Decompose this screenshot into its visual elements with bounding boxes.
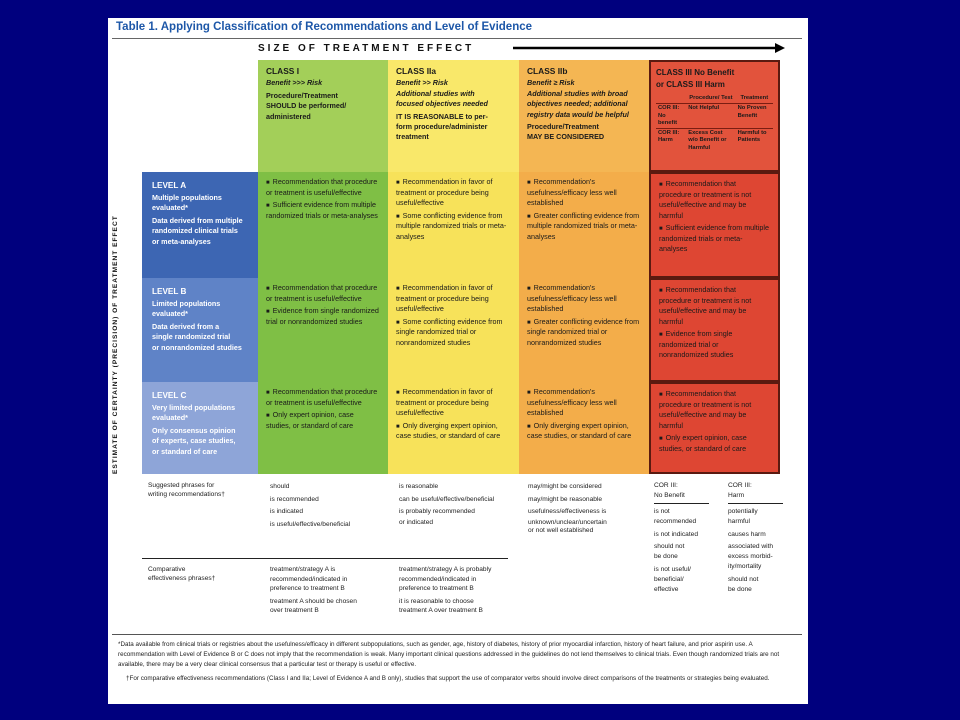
comparative-class-2a <box>399 565 519 616</box>
phrase-head: Harm <box>728 491 745 499</box>
phrase: is useful/effective/beneficial <box>270 520 351 528</box>
cell-bullet: ■ Recommendation's usefulness/efficacy less well established <box>527 177 641 209</box>
class-3-title-harm: or CLASS III Harm <box>656 79 725 89</box>
level-b-line: single randomized trial <box>152 332 231 342</box>
class-3-cell: Not Helpful <box>686 104 735 129</box>
class-2b-line: MAY BE CONSIDERED <box>527 132 605 142</box>
phrase: harmful <box>728 517 750 525</box>
footnote-1: *Data available from clinical trials or registries about the usefulness/efficacy in different subpopulations, such as gender, age, history of diabetes, history of prior myocardial infarction, history of heart failure, and prior aspirin use. A recommendation with Level of Evidence B or C does not imply that the recommendation is weak. Many important clinical questions addressed in the guidelines do not lend themselves to clinical trials. Even though randomized trials are not available, there may be a very clear clinical consensus that a particular test or therapy is useful or effective. <box>118 641 780 668</box>
phrase: potentially <box>728 507 758 515</box>
cell-c-class-2b <box>519 382 649 474</box>
comparative-label <box>148 565 258 583</box>
phrase: is probably recommended <box>399 508 475 516</box>
footnote-2: †For comparative effectiveness recommendations (Class I and IIa; Level of Evidence A and B only), studies that support the use of comparator verbs should involve direct comparisons of the treatments or strategies being evaluated. <box>126 675 770 682</box>
class-2a-header <box>388 60 519 172</box>
phrase: should <box>270 483 290 490</box>
comparative-phrase: it is reasonable to choose <box>399 597 474 605</box>
cell-bullet: ■ Only diverging expert opinion, case studies, or standard of care <box>396 421 511 442</box>
right-arrow-icon <box>513 42 785 54</box>
phrase: beneficial/ <box>654 576 684 584</box>
phrase: is recommended <box>270 495 319 503</box>
comparative-phrase: treatment/strategy A is probably <box>399 566 492 573</box>
class-2a-line: focused objectives needed <box>396 99 488 109</box>
cell-bullet: ■ Recommendation that procedure or treatment is not useful/effective and may be harmful <box>659 179 770 221</box>
phrases-label-line: Suggested phrases for <box>148 482 215 489</box>
cell-bullet: ■ Recommendation that procedure or treatment is useful/effective <box>266 177 380 198</box>
cell-bullet: ■ Recommendation in favor of treatment or procedure being useful/effective <box>396 177 511 209</box>
phrases-class-2b <box>528 481 648 536</box>
class-3-cell: Harmful to Patients <box>736 129 773 153</box>
class-2b-line: objectives needed; additional <box>527 99 628 109</box>
level-b-line: Limited populations <box>152 298 221 308</box>
phrase-divider <box>654 503 709 504</box>
level-a-cell <box>142 172 258 278</box>
size-axis-label: SIZE OF TREATMENT EFFECT <box>258 43 475 54</box>
phrase: unknown/unclear/uncertain <box>528 518 607 526</box>
level-c-title: LEVEL C <box>152 391 187 400</box>
class-2a-line: IT IS REASONABLE to per- <box>396 111 488 121</box>
comparative-phrase: treatment A over treatment B <box>399 607 483 615</box>
comparative-class-1 <box>270 565 390 616</box>
class-3-row-harm: COR III: Harm <box>656 129 686 153</box>
cell-bullet: ■ Only expert opinion, case studies, or standard of care <box>659 433 770 454</box>
class-2a-risk: Benefit >> Risk <box>396 78 448 88</box>
level-a-line: randomized clinical trials <box>152 226 238 236</box>
phrases-label-line: writing recommendations† <box>148 491 225 499</box>
class-3-subtable <box>656 94 773 153</box>
cell-c-class-1 <box>258 382 388 474</box>
class-2a-line: form procedure/administer <box>396 121 488 131</box>
cell-bullet: ■ Recommendation in favor of treatment or procedure being useful/effective <box>396 387 511 419</box>
level-a-title: LEVEL A <box>152 181 187 190</box>
cell-bullet: ■ Evidence from single randomized trial or nonrandomized studies <box>266 306 380 327</box>
cell-b-class-2b <box>519 278 649 382</box>
class-2a-line: Additional studies with <box>396 88 475 98</box>
class-3-row-no-benefit: COR III: No benefit <box>656 104 686 129</box>
comparative-phrase: recommended/indicated in <box>399 575 477 583</box>
certainty-axis-label: ESTIMATE OF CERTAINTY (PRECISION) OF TREATMENT EFFECT <box>112 215 119 474</box>
phrases-class-1 <box>270 481 390 531</box>
class-1-header <box>258 60 388 172</box>
level-b-line: evaluated* <box>152 309 188 319</box>
class-3-cell: No Proven Benefit <box>736 104 773 129</box>
cell-bullet: ■ Recommendation that procedure or treatment is not useful/effective and may be harmful <box>659 285 770 327</box>
cell-bullet: ■ Recommendation's usefulness/efficacy less well established <box>527 387 641 419</box>
comparative-phrase: treatment A should be chosen <box>270 597 357 605</box>
cell-bullet: ■ Sufficient evidence from multiple randomized trials or meta-analyses <box>266 200 380 221</box>
phrase: is not useful/ <box>654 566 692 574</box>
cell-bullet: ■ Recommendation in favor of treatment or procedure being useful/effective <box>396 283 511 315</box>
phrase: usefulness/effectiveness is <box>528 508 607 516</box>
level-c-line: evaluated* <box>152 413 188 423</box>
comparative-label-line: Comparative <box>148 566 186 573</box>
comparative-phrase: preference to treatment B <box>270 585 345 593</box>
footnote-divider <box>112 634 802 635</box>
cell-a-class-2b <box>519 172 649 278</box>
phrase: is indicated <box>270 508 303 516</box>
cell-c-class-2a <box>388 382 519 474</box>
class-1-title: CLASS I <box>266 66 300 76</box>
level-c-line: or standard of care <box>152 446 218 456</box>
cell-bullet: ■ Greater conflicting evidence from single randomized trial or nonrandomized studies <box>527 317 641 349</box>
phrase-divider <box>728 503 783 504</box>
level-a-line: or meta-analyses <box>152 236 211 246</box>
comparative-phrase: treatment/strategy A is <box>270 566 336 573</box>
class-2b-header <box>519 60 649 172</box>
class-2b-line: Additional studies with broad <box>527 88 628 98</box>
phrase-head: COR III: <box>728 482 752 489</box>
cell-bullet: ■ Only diverging expert opinion, case studies, or standard of care <box>527 421 641 442</box>
level-c-cell <box>142 382 258 474</box>
cell-c-class-3 <box>649 382 780 474</box>
phrases-class-3-no-benefit <box>654 481 714 595</box>
class-3-col-treatment: Treatment <box>740 95 769 102</box>
comparative-phrase: recommended/indicated in <box>270 575 348 583</box>
cell-b-class-3 <box>649 278 780 382</box>
class-3-cell: Excess Cost w/o Benefit or Harmful <box>686 129 735 153</box>
level-b-title: LEVEL B <box>152 287 187 296</box>
level-b-line: Data derived from a <box>152 321 220 331</box>
phrase: be done <box>728 586 752 594</box>
phrase: associated with <box>728 543 774 551</box>
phrase: or not well established <box>528 527 594 535</box>
phrase: excess morbid- <box>728 553 773 561</box>
phrase: is reasonable <box>399 483 439 490</box>
class-1-line: administered <box>266 111 311 121</box>
phrase: causes harm <box>728 530 766 538</box>
class-1-risk: Benefit >>> Risk <box>266 78 323 88</box>
class-3-col-procedure: Procedure/ Test <box>689 95 733 102</box>
phrase: is not indicated <box>654 530 698 538</box>
level-c-line: Very limited populations <box>152 402 236 412</box>
level-b-cell <box>142 278 258 382</box>
phrase: is not <box>654 507 670 515</box>
certainty-axis-label-wrap <box>112 215 119 475</box>
phrase: may/might be reasonable <box>528 495 603 503</box>
cell-bullet: ■ Recommendation that procedure or treatment is useful/effective <box>266 387 380 408</box>
class-3-subtable-blank <box>656 94 686 104</box>
level-a-line: Data derived from multiple <box>152 215 243 225</box>
comparative-phrase: preference to treatment B <box>399 585 474 593</box>
cell-b-class-2a <box>388 278 519 382</box>
phrases-class-2a <box>399 481 519 526</box>
cell-bullet: ■ Sufficient evidence from multiple randomized trials or meta-analyses <box>659 223 770 255</box>
class-1-line: SHOULD be performed/ <box>266 101 347 111</box>
table-title: Table 1. Applying Classification of Recommendations and Level of Evidence <box>116 21 533 33</box>
class-3-header <box>649 60 780 172</box>
cell-a-class-2a <box>388 172 519 278</box>
class-2a-line: treatment <box>396 132 429 142</box>
title-divider <box>112 38 802 39</box>
class-2b-title: CLASS IIb <box>527 66 568 76</box>
cell-bullet: ■ Only expert opinion, case studies, or standard of care <box>266 410 380 431</box>
class-2b-risk: Benefit ≥ Risk <box>527 78 575 88</box>
cell-bullet: ■ Some conflicting evidence from single randomized trial or nonrandomized studies <box>396 317 511 349</box>
cell-bullet: ■ Greater conflicting evidence from multiple randomized trials or meta-analyses <box>527 211 641 243</box>
phrase: ity/mortality <box>728 563 762 571</box>
cell-bullet: ■ Recommendation that procedure or treatment is not useful/effective and may be harmful <box>659 389 770 431</box>
level-a-line: Multiple populations <box>152 192 222 202</box>
phrase: effective <box>654 586 679 594</box>
cell-bullet: ■ Evidence from single randomized trial or nonrandomized studies <box>659 329 770 361</box>
cell-a-class-3 <box>649 172 780 278</box>
comparative-phrase: over treatment B <box>270 607 319 615</box>
level-b-line: or nonrandomized studies <box>152 342 242 352</box>
level-c-line: Only consensus opinion <box>152 425 236 435</box>
phrase: may/might be considered <box>528 483 602 490</box>
phrases-class-3-harm <box>728 481 788 595</box>
phrase-head: No Benefit <box>654 491 685 499</box>
phrases-label <box>148 481 258 499</box>
cell-b-class-1 <box>258 278 388 382</box>
phrase: or indicated <box>399 518 434 526</box>
comparative-label-line: effectiveness phrases† <box>148 575 216 583</box>
phrase: recommended <box>654 517 697 525</box>
class-1-line: Procedure/Treatment <box>266 90 338 100</box>
class-2b-line: Procedure/Treatment <box>527 121 599 131</box>
cell-bullet: ■ Some conflicting evidence from multiple randomized trials or meta-analyses <box>396 211 511 243</box>
phrase: should not <box>728 576 759 584</box>
cell-a-class-1 <box>258 172 388 278</box>
table-sheet <box>108 18 808 704</box>
level-c-line: of experts, case studies, <box>152 436 236 446</box>
cell-bullet: ■ Recommendation's usefulness/efficacy less well established <box>527 283 641 315</box>
phrases-divider <box>142 558 508 559</box>
class-2b-line: registry data would be helpful <box>527 109 629 119</box>
class-2a-title: CLASS IIa <box>396 66 437 76</box>
phrase: be done <box>654 553 678 561</box>
phrase-head: COR III: <box>654 482 678 489</box>
cell-bullet: ■ Recommendation that procedure or treatment is useful/effective <box>266 283 380 304</box>
phrase: should not <box>654 543 685 551</box>
phrase: can be useful/effective/beneficial <box>399 495 495 503</box>
class-3-title: CLASS III No Benefit <box>656 68 735 77</box>
level-a-line: evaluated* <box>152 203 188 213</box>
